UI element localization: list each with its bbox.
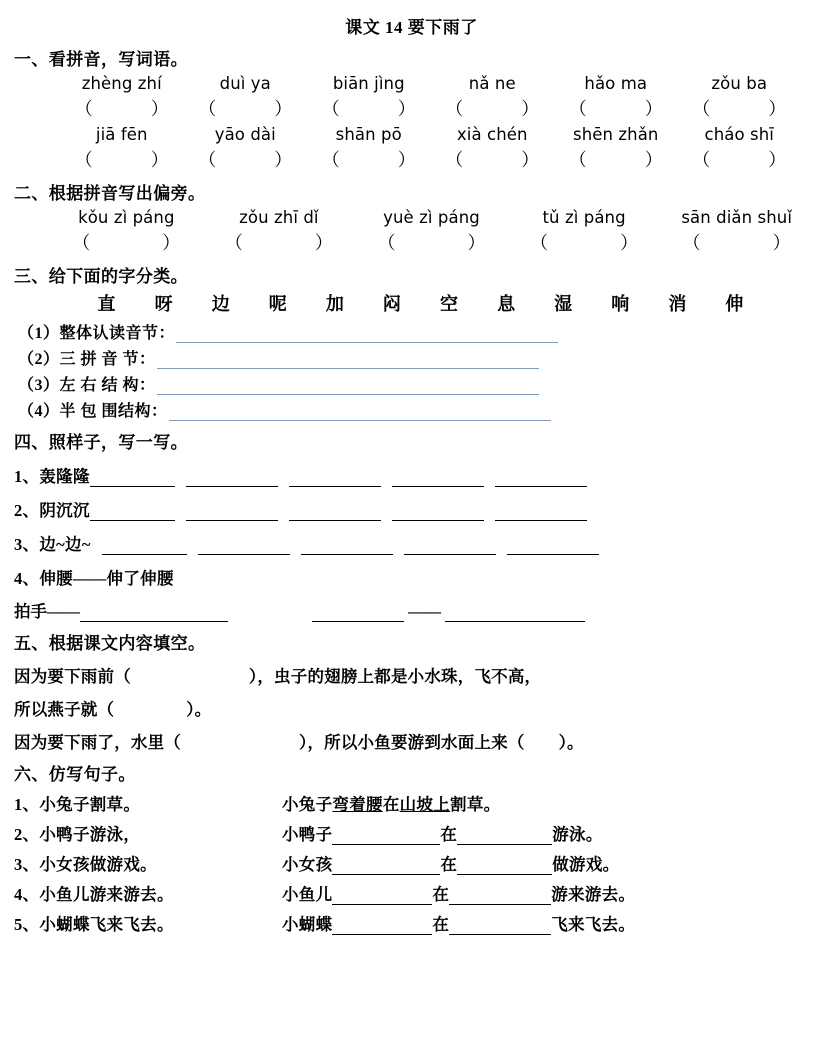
- answer-parenthesis-blank[interactable]: [660, 229, 813, 255]
- pinyin-cell: nǎ ne: [468, 74, 516, 93]
- section-1-pinyin-row-2: [0, 125, 823, 144]
- paren-close: ）: [521, 99, 540, 119]
- answer-blank-line[interactable]: [80, 607, 228, 622]
- character: 空: [440, 294, 458, 314]
- answer-blank-line[interactable]: [157, 353, 539, 369]
- pinyin-cell: shān pō: [335, 125, 402, 144]
- sentence-text: 在: [382, 795, 400, 814]
- page-title: 课文 14 要下雨了: [345, 18, 478, 37]
- paren-open: （: [445, 150, 464, 170]
- item-number: 4、: [14, 885, 40, 904]
- answer-blank-line[interactable]: [186, 472, 278, 487]
- section-1-pinyin-row-1: [0, 74, 823, 93]
- character: 消: [668, 294, 687, 314]
- paren-close: ）: [150, 99, 169, 119]
- answer-blank-line[interactable]: [157, 379, 539, 395]
- answer-blank-line[interactable]: [301, 540, 393, 555]
- sentence-text: ）。: [558, 733, 584, 752]
- paren-close: ）: [397, 99, 416, 119]
- section-3-heading: 三、给下面的字分类。: [14, 267, 188, 286]
- section-3-item-1: [18, 320, 823, 343]
- answer-blank-line[interactable]: [90, 506, 175, 521]
- answer-blank-line[interactable]: [332, 859, 440, 875]
- em-dash-separator: ——: [408, 602, 441, 621]
- pinyin-cell: yāo dài: [214, 125, 276, 144]
- paren-open: （: [568, 150, 587, 170]
- paren-open: （: [692, 150, 711, 170]
- pinyin-cell: kǒu zì páng: [78, 208, 175, 227]
- sentence-text: 小女孩做游戏。: [39, 855, 157, 874]
- answer-blank-line[interactable]: [332, 889, 432, 905]
- section-2-heading: 二、根据拼音写出偏旁。: [14, 184, 206, 203]
- answer-blank-line[interactable]: [495, 472, 587, 487]
- sentence-text: 因为要下雨前（: [14, 667, 131, 686]
- answer-sentence: [282, 851, 619, 875]
- answer-parenthesis-blank[interactable]: [554, 95, 678, 121]
- sentence-text: 在: [432, 885, 450, 904]
- sentence-text: 做游戏。: [552, 855, 620, 874]
- pinyin-cell: shēn zhǎn: [573, 125, 659, 144]
- answer-blank-line[interactable]: [198, 540, 290, 555]
- item-label: （3）左 右 结 构：: [18, 377, 156, 394]
- paren-open: （: [74, 99, 93, 119]
- sentence-text: 飞来飞去。: [551, 915, 636, 934]
- pinyin-cell: yuè zì páng: [383, 208, 480, 227]
- section-6-row-3: [14, 851, 823, 875]
- section-1-answer-row-2: [0, 146, 823, 172]
- paren-close: ）: [644, 99, 663, 119]
- section-4-item-3: [14, 531, 823, 555]
- item-label: 1、轰隆隆: [14, 467, 90, 486]
- character: 呢: [268, 294, 287, 314]
- worksheet-page: [0, 13, 823, 1043]
- answer-parenthesis-blank[interactable]: [184, 146, 308, 172]
- prompt-sentence: [14, 881, 282, 905]
- answer-sentence: [282, 881, 635, 905]
- answer-parenthesis-blank[interactable]: [678, 95, 802, 121]
- paren-close: ）: [150, 150, 169, 170]
- answer-blank-line[interactable]: [449, 919, 551, 935]
- character: 加: [325, 294, 344, 314]
- section-1-answer-row-1: [0, 95, 823, 121]
- sentence-text: 小鸭子游泳，: [39, 825, 141, 844]
- answer-parenthesis-blank[interactable]: [554, 146, 678, 172]
- paren-open: （: [321, 99, 340, 119]
- pinyin-cell: zǒu ba: [711, 74, 768, 93]
- example-sentence: [282, 791, 500, 815]
- answer-blank-line[interactable]: [332, 829, 440, 845]
- answer-blank-line[interactable]: [176, 327, 558, 343]
- answer-parenthesis-blank[interactable]: [307, 146, 431, 172]
- prompt-sentence: [14, 821, 282, 845]
- pinyin-cell: duì ya: [219, 74, 271, 93]
- item-label: 3、边~边~: [14, 535, 91, 554]
- paren-close: ）: [620, 233, 639, 253]
- sentence-text: 游来游去。: [551, 885, 636, 904]
- sentence-text: ），所以小鱼要游到水面上来（: [299, 733, 525, 752]
- paren-close: ）: [521, 150, 540, 170]
- item-number: 1、: [14, 795, 40, 814]
- sentence-text: 小鸭子: [282, 825, 333, 844]
- section-4-item-4-answer: [14, 598, 823, 622]
- paren-open: （: [72, 233, 91, 253]
- sentence-text: 小女孩: [282, 855, 333, 874]
- paren-close: ）: [772, 233, 791, 253]
- section-3-item-3: [18, 372, 823, 395]
- paren-open: （: [198, 150, 217, 170]
- paren-close: ）: [274, 99, 293, 119]
- section-3-item-2: [18, 346, 823, 369]
- answer-blank-line[interactable]: [186, 506, 278, 521]
- paren-close: ）: [397, 150, 416, 170]
- answer-blank-line[interactable]: [169, 405, 551, 421]
- pinyin-cell: tǔ zì páng: [542, 208, 626, 227]
- pinyin-cell: zǒu zhī dǐ: [239, 208, 319, 227]
- sentence-text: 割草。: [450, 795, 501, 814]
- answer-blank-line[interactable]: [457, 859, 552, 875]
- answer-blank-line[interactable]: [90, 472, 175, 487]
- section-4-item-1: [14, 463, 823, 487]
- sentence-text: 所以燕子就（: [14, 700, 115, 719]
- pinyin-cell: cháo shī: [704, 125, 774, 144]
- section-4-heading: 四、照样子，写一写。: [14, 433, 188, 452]
- pinyin-cell: sān diǎn shuǐ: [681, 208, 793, 227]
- character: 边: [211, 294, 230, 314]
- answer-sentence: [282, 821, 603, 845]
- section-6-row-2: [14, 821, 823, 845]
- prompt-sentence: [14, 791, 282, 815]
- section-6-heading: 六、仿写句子。: [14, 765, 136, 784]
- section-1-heading: 一、看拼音，写词语。: [14, 50, 188, 69]
- answer-parenthesis-blank[interactable]: [60, 146, 184, 172]
- answer-parenthesis-blank[interactable]: [431, 95, 555, 121]
- item-label: 拍手——: [14, 602, 80, 621]
- answer-blank-line[interactable]: [332, 919, 432, 935]
- answer-blank-line[interactable]: [312, 607, 404, 622]
- answer-blank-line[interactable]: [495, 506, 587, 521]
- answer-blank-line[interactable]: [445, 607, 585, 622]
- answer-parenthesis-blank[interactable]: [355, 229, 508, 255]
- answer-sentence: [282, 911, 635, 935]
- section-2-pinyin-row: [0, 208, 823, 227]
- character: 息: [497, 294, 516, 314]
- section-6-row-5: [14, 911, 823, 935]
- item-label: （2）三 拼 音 节：: [18, 351, 156, 368]
- answer-blank-line[interactable]: [392, 506, 484, 521]
- paren-open: （: [692, 99, 711, 119]
- pinyin-cell: biān jìng: [332, 74, 405, 93]
- section-6-row-1: [14, 791, 823, 815]
- item-label: （4）半 包 围结构：: [18, 403, 168, 420]
- pinyin-cell: xià chén: [456, 125, 528, 144]
- item-number: 5、: [14, 915, 40, 934]
- sentence-text: 小蝴蝶飞来飞去。: [39, 915, 174, 934]
- paren-close: ）: [314, 233, 333, 253]
- sentence-text: 小鱼儿: [282, 885, 333, 904]
- section-3-character-list: [0, 290, 823, 316]
- section-4-item-4-example: 4、伸腰——伸了伸腰: [14, 569, 174, 588]
- section-4-item-2: [14, 497, 823, 521]
- sentence-text: ）。: [186, 700, 212, 719]
- sentence-text: 在: [440, 855, 458, 874]
- paren-open: （: [682, 233, 701, 253]
- character: 直: [97, 294, 116, 314]
- paren-open: （: [445, 99, 464, 119]
- paren-open: （: [530, 233, 549, 253]
- answer-parenthesis-blank[interactable]: [678, 146, 802, 172]
- sentence-text: 小兔子割草。: [39, 795, 141, 814]
- pinyin-cell: jiā fēn: [95, 125, 148, 144]
- answer-parenthesis-blank[interactable]: [60, 95, 184, 121]
- prompt-sentence: [14, 911, 282, 935]
- section-5-line-1: [14, 663, 823, 687]
- sentence-text: 因为要下雨了，水里（: [14, 733, 181, 752]
- item-number: 3、: [14, 855, 40, 874]
- paren-open: （: [321, 150, 340, 170]
- answer-blank-line[interactable]: [392, 472, 484, 487]
- character: 响: [611, 294, 630, 314]
- paren-close: ）: [274, 150, 293, 170]
- answer-blank-line[interactable]: [102, 540, 187, 555]
- answer-parenthesis-blank[interactable]: [50, 229, 203, 255]
- sentence-text: ），虫子的翅膀上都是小水珠，飞不高，: [248, 667, 542, 686]
- paren-open: （: [74, 150, 93, 170]
- answer-blank-line[interactable]: [404, 540, 496, 555]
- answer-parenthesis-blank[interactable]: [307, 95, 431, 121]
- underlined-phrase: 弯着腰: [332, 795, 383, 814]
- pinyin-cell: zhèng zhí: [81, 74, 162, 93]
- underlined-phrase: 山坡上: [399, 795, 451, 814]
- item-label: （1）整体认读音节：: [18, 325, 176, 342]
- paren-open: （: [198, 99, 217, 119]
- character: 伸: [725, 294, 744, 314]
- character: 呀: [154, 294, 173, 314]
- pinyin-cell: hǎo ma: [584, 74, 648, 93]
- paren-open: （: [224, 233, 243, 253]
- character: 闷: [382, 294, 401, 314]
- section-2-answer-row: [0, 229, 823, 255]
- paren-close: ）: [768, 150, 787, 170]
- answer-blank-line[interactable]: [449, 889, 551, 905]
- sentence-text: 游泳。: [552, 825, 603, 844]
- paren-open: （: [377, 233, 396, 253]
- paren-close: ）: [644, 150, 663, 170]
- sentence-text: 小蝴蝶: [282, 915, 333, 934]
- sentence-text: 小鱼儿游来游去。: [39, 885, 174, 904]
- paren-close: ）: [467, 233, 486, 253]
- answer-blank-line[interactable]: [289, 506, 381, 521]
- character: 湿: [554, 294, 573, 314]
- prompt-sentence: [14, 851, 282, 875]
- sentence-text: 在: [432, 915, 450, 934]
- paren-open: （: [568, 99, 587, 119]
- answer-parenthesis-blank[interactable]: [184, 95, 308, 121]
- section-6-row-4: [14, 881, 823, 905]
- paren-close: ）: [162, 233, 181, 253]
- item-label: 2、阴沉沉: [14, 501, 90, 520]
- answer-parenthesis-blank[interactable]: [431, 146, 555, 172]
- answer-parenthesis-blank[interactable]: [203, 229, 356, 255]
- answer-blank-line[interactable]: [507, 540, 599, 555]
- section-5-heading: 五、根据课文内容填空。: [14, 634, 206, 653]
- section-3-item-4: [18, 398, 823, 421]
- sentence-text: 在: [440, 825, 458, 844]
- item-number: 2、: [14, 825, 40, 844]
- sentence-text: 小兔子: [282, 795, 333, 814]
- paren-close: ）: [768, 99, 787, 119]
- answer-blank-line[interactable]: [289, 472, 381, 487]
- answer-blank-line[interactable]: [457, 829, 552, 845]
- section-5-line-2: [14, 696, 823, 720]
- section-5-line-3: [14, 729, 823, 753]
- answer-parenthesis-blank[interactable]: [508, 229, 661, 255]
